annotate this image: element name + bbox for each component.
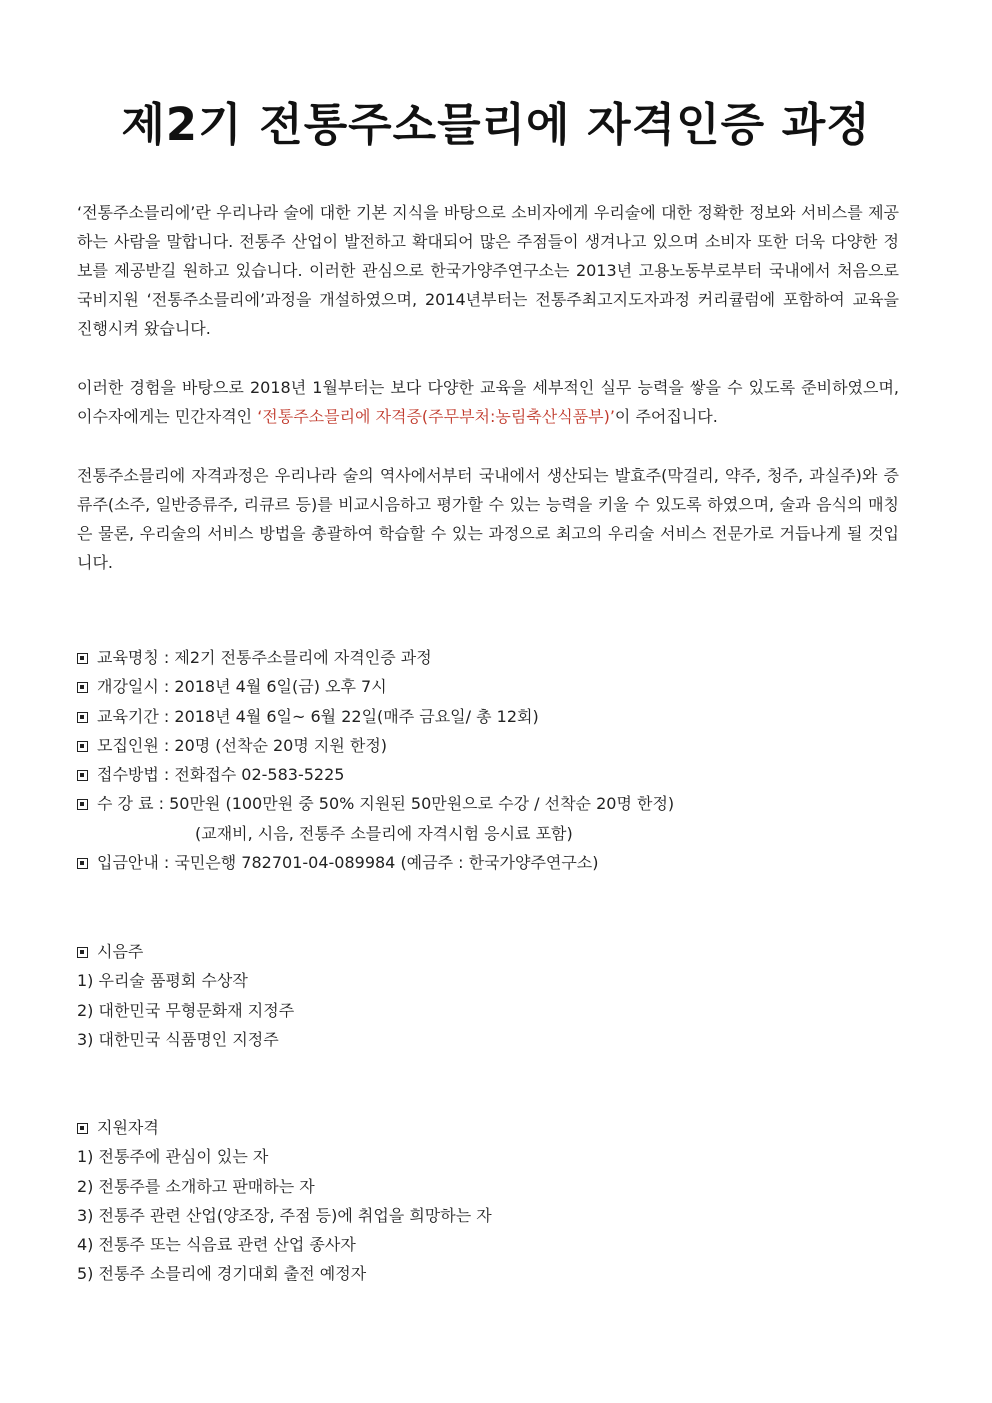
square-bullet-icon — [77, 712, 88, 723]
eligibility-section — [77, 1113, 907, 1289]
info-text: 개강일시 : 2018년 4월 6일(금) 오후 7시 — [97, 677, 387, 697]
info-registration — [77, 760, 907, 789]
info-fee — [77, 789, 907, 818]
info-text: 교육명칭 : 제2기 전통주소믈리에 자격인증 과정 — [97, 648, 432, 667]
info-course-name — [77, 643, 907, 672]
info-fee-note: (교재비, 시음, 전통주 소믈리에 자격시험 응시료 포함) — [195, 823, 573, 843]
info-text: 교육기간 : 2018년 4월 6일~ 6월 22일(매주 금요일/ 총 12회) — [97, 706, 539, 726]
intro-paragraph-1: ‘전통주소믈리에’란 우리나라 술에 대한 기본 지식을 바탕으로 소비자에게 우리술에 대한 정확한 정보와 서비스를 제공하는 사람을 말합니다. 전통주 산업이 발전하고 확대되어 많은 주점들이 생겨나고 있으며 소비자 또한 더욱 다양한 정보를 제공받길 원하고 있습니다. 이러한 관심으로 한국가양주연구소는 2013년 고용노동부로부터 국내에서 처음으로 국비지원 ‘전통주소믈리에’과정을 개설하였으며, 2014년부터는 전통주최고지도자과정 커리큘럼에 포함하여 교육을 진행시켜 왔습니다. — [77, 203, 899, 338]
square-bullet-icon — [77, 741, 88, 752]
list-item: 1) 전통주에 관심이 있는 자 — [77, 1147, 269, 1167]
section-heading-text: 지원자격 — [97, 1118, 159, 1137]
info-period — [77, 702, 907, 731]
info-text: 접수방법 : 전화접수 02-583-5225 — [97, 765, 345, 785]
intro-paragraph-2-text: 이러한 경험을 바탕으로 2018년 1월부터는 보다 다양한 교육을 세부적인 실무 능력을 쌓을 수 있도록 준비하였으며, 이수자에게는 민간자격인 — [77, 378, 899, 426]
square-bullet-icon — [77, 1123, 88, 1134]
square-bullet-icon — [77, 858, 88, 869]
square-bullet-icon — [77, 653, 88, 664]
info-payment — [77, 848, 907, 877]
info-text: 입금안내 : 국민은행 782701-04-089984 (예금주 : 한국가양주연구소) — [97, 853, 599, 873]
info-start-date — [77, 672, 907, 701]
section-heading — [77, 937, 907, 966]
list-item: 2) 대한민국 무형문화재 지정주 — [77, 1000, 295, 1020]
section-heading-text: 시음주 — [97, 942, 144, 961]
intro-paragraph-3: 전통주소믈리에 자격과정은 우리나라 술의 역사에서부터 국내에서 생산되는 발효주(막걸리, 약주, 청주, 과실주)와 증류주(소주, 일반증류주, 리큐르 등)를 비교시음하고 평가할 수 있는 능력을 키울 수 있도록 하였으며, 술과 음식의 매칭은 물론, 우리술의 서비스 방법을 총괄하여 학습할 수 있는 과정으로 최고의 우리술 서비스 전문가로 거듭나게 될 것입니다. — [77, 466, 899, 572]
info-capacity — [77, 731, 907, 760]
info-text: 수 강 료 : 50만원 (100만원 중 50% 지원된 50만원으로 수강 / 선착순 20명 한정) — [97, 794, 675, 814]
list-item: 3) 전통주 관련 산업(양조장, 주점 등)에 취업을 희망하는 자 — [77, 1205, 492, 1225]
list-item: 4) 전통주 또는 식음료 관련 산업 종사자 — [77, 1235, 356, 1255]
square-bullet-icon — [77, 770, 88, 781]
list-item: 2) 전통주를 소개하고 판매하는 자 — [77, 1176, 315, 1196]
square-bullet-icon — [77, 947, 88, 958]
certificate-highlight: ‘전통주소믈리에 자격증(주무부처:농림축산식품부)’ — [257, 407, 615, 426]
intro-paragraph-2-tail: 이 주어집니다. — [614, 407, 718, 426]
square-bullet-icon — [77, 682, 88, 693]
tasting-section — [77, 937, 907, 1054]
list-item: 1) 우리술 품평회 수상작 — [77, 971, 248, 991]
section-heading — [77, 1113, 907, 1142]
page-title: 제2기 전통주소믈리에 자격인증 과정 — [121, 98, 871, 151]
list-item: 3) 대한민국 식품명인 지정주 — [77, 1029, 279, 1049]
course-info-list — [77, 643, 907, 877]
square-bullet-icon — [77, 799, 88, 810]
intro-paragraph-2 — [77, 373, 899, 431]
info-text: 모집인원 : 20명 (선착순 20명 지원 한정) — [97, 735, 388, 755]
list-item: 5) 전통주 소믈리에 경기대회 출전 예정자 — [77, 1264, 367, 1284]
